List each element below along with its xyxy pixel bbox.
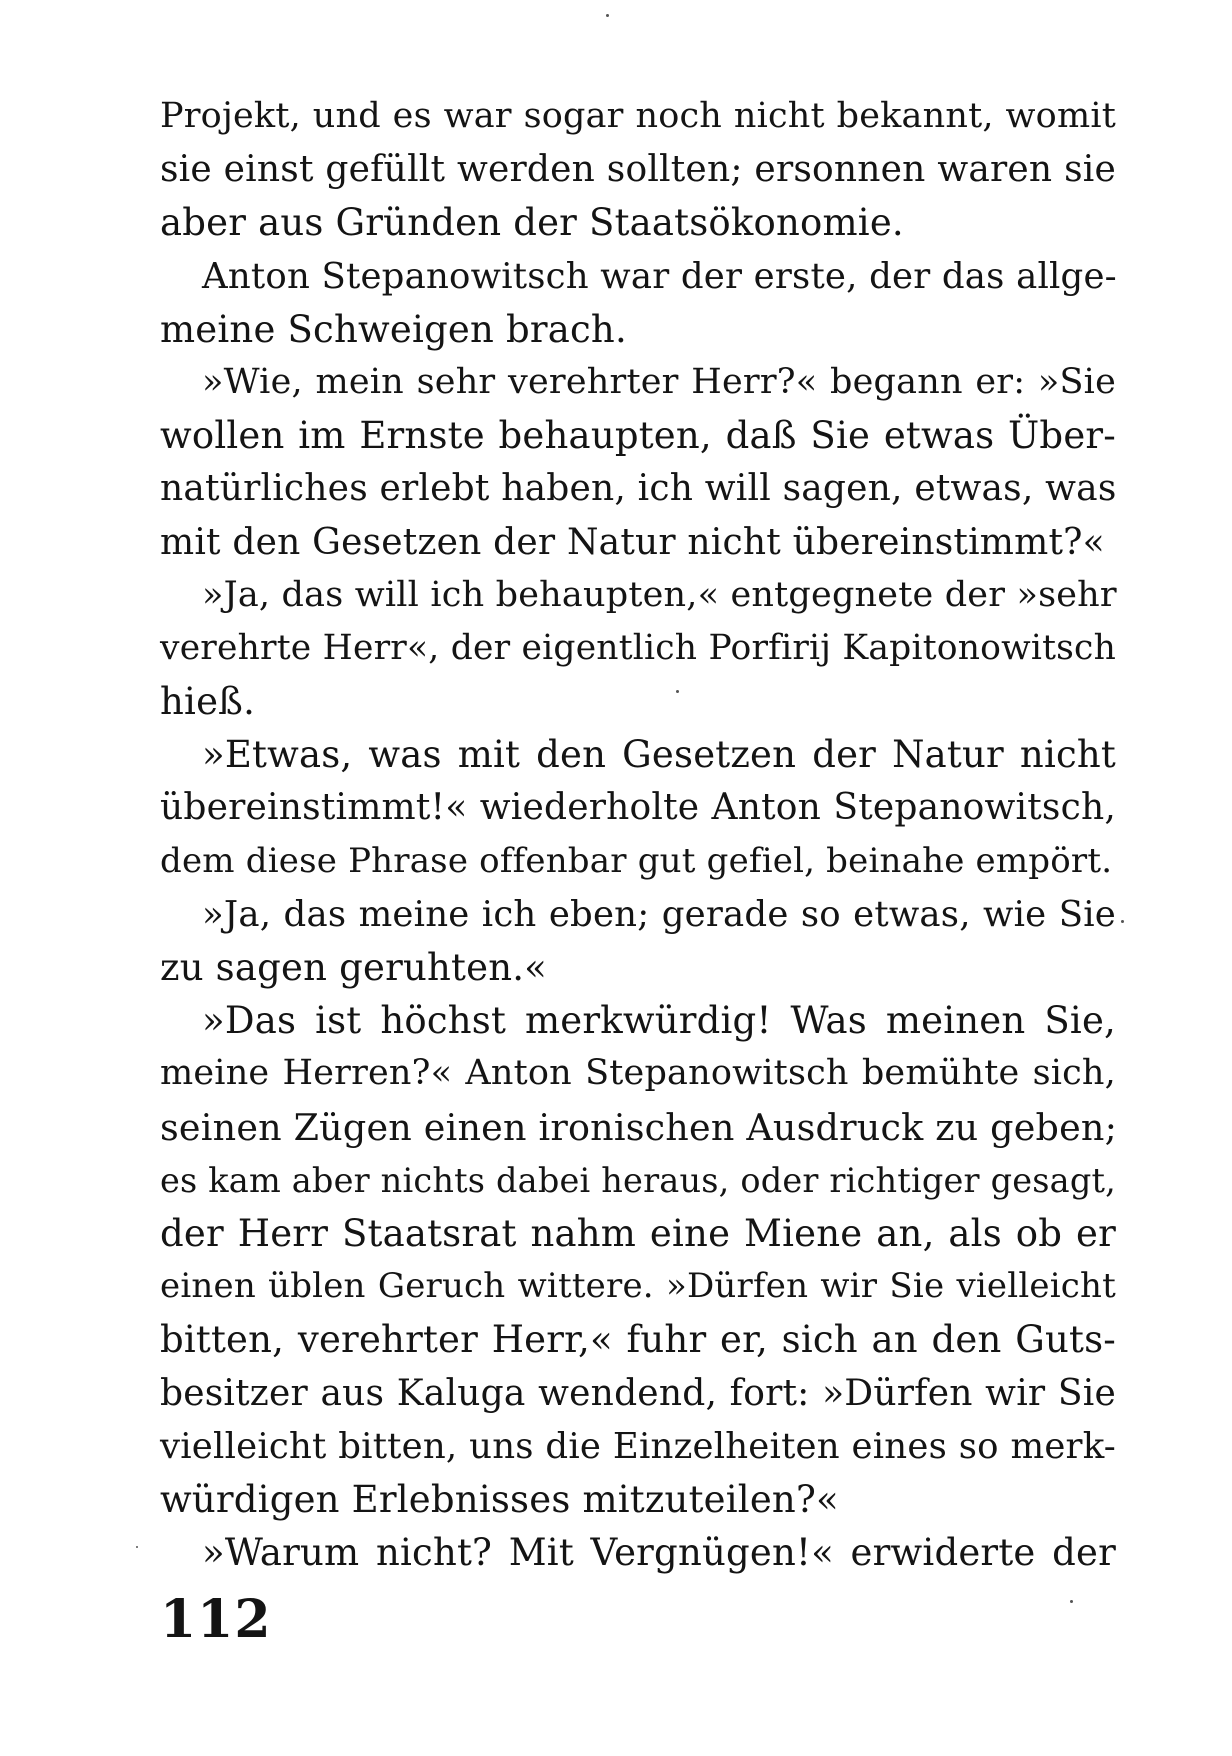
print-speck <box>1121 920 1124 923</box>
print-speck <box>606 14 609 17</box>
text-line: es kam aber nichts dabei heraus, oder richtiger gesagt, <box>160 1160 1116 1200</box>
text-line: wollen im Ernste behaupten, daß Sie etwas Über- <box>160 414 1116 458</box>
print-speck <box>1070 1600 1073 1603</box>
text-line: der Herr Staatsrat nahm eine Miene an, als ob er <box>160 1211 1116 1255</box>
text-line: seinen Zügen einen ironischen Ausdruck zu geben; <box>160 1105 1118 1149</box>
text-line: meine Schweigen brach. <box>160 307 627 351</box>
body-text <box>160 90 1116 1579</box>
text-line: »Etwas, was mit den Gesetzen der Natur nicht <box>202 733 1116 777</box>
text-line: bitten, verehrter Herr,« fuhr er, sich an den Guts- <box>160 1318 1116 1362</box>
text-line: »Warum nicht? Mit Vergnügen!« erwiderte der <box>202 1531 1116 1575</box>
text-line: Projekt, und es war sogar noch nicht bekannt, womit <box>160 96 1116 136</box>
text-line: »Das ist höchst merkwürdig! Was meinen Sie, <box>202 999 1116 1043</box>
text-line: einen üblen Geruch wittere. »Dürfen wir Sie vielleicht <box>160 1266 1116 1307</box>
text-line: »Ja, das meine ich eben; gerade so etwas, wie Sie <box>202 893 1116 935</box>
text-line: verehrte Herr«, der eigentlich Porfirij Kapitonowitsch <box>160 627 1116 668</box>
print-speck <box>676 690 679 693</box>
text-line: »Wie, mein sehr verehrter Herr?« begann er: »Sie <box>202 361 1116 402</box>
text-line: »Ja, das will ich behaupten,« entgegnete der »sehr <box>202 574 1117 615</box>
text-line: sie einst gefüllt werden sollten; ersonnen waren sie <box>160 149 1116 191</box>
text-line: meine Herren?« Anton Stepanowitsch bemühte sich, <box>160 1053 1116 1094</box>
text-line: übereinstimmt!« wiederholte Anton Stepanowitsch, <box>160 787 1116 829</box>
text-line: besitzer aus Kaluga wendend, fort: »Dürfen wir Sie <box>160 1372 1116 1414</box>
text-line: würdigen Erlebnisses mitzuteilen?« <box>160 1477 839 1521</box>
text-line: aber aus Gründen der Staatsökonomie. <box>160 201 904 245</box>
text-line: Anton Stepanowitsch war der erste, der das allge- <box>202 255 1117 297</box>
text-line: vielleicht bitten, uns die Einzelheiten eines so merk- <box>160 1425 1116 1467</box>
print-speck <box>136 1546 138 1548</box>
text-line: hieß. <box>160 680 256 724</box>
text-line: zu sagen geruhten.« <box>160 946 548 989</box>
text-line: natürliches erlebt haben, ich will sagen, etwas, was <box>160 468 1117 510</box>
text-line: dem diese Phrase offenbar gut gefiel, beinahe empört. <box>160 840 1113 881</box>
page-number: 112 <box>160 1589 272 1650</box>
text-line: mit den Gesetzen der Natur nicht übereinstimmt?« <box>160 521 1105 563</box>
